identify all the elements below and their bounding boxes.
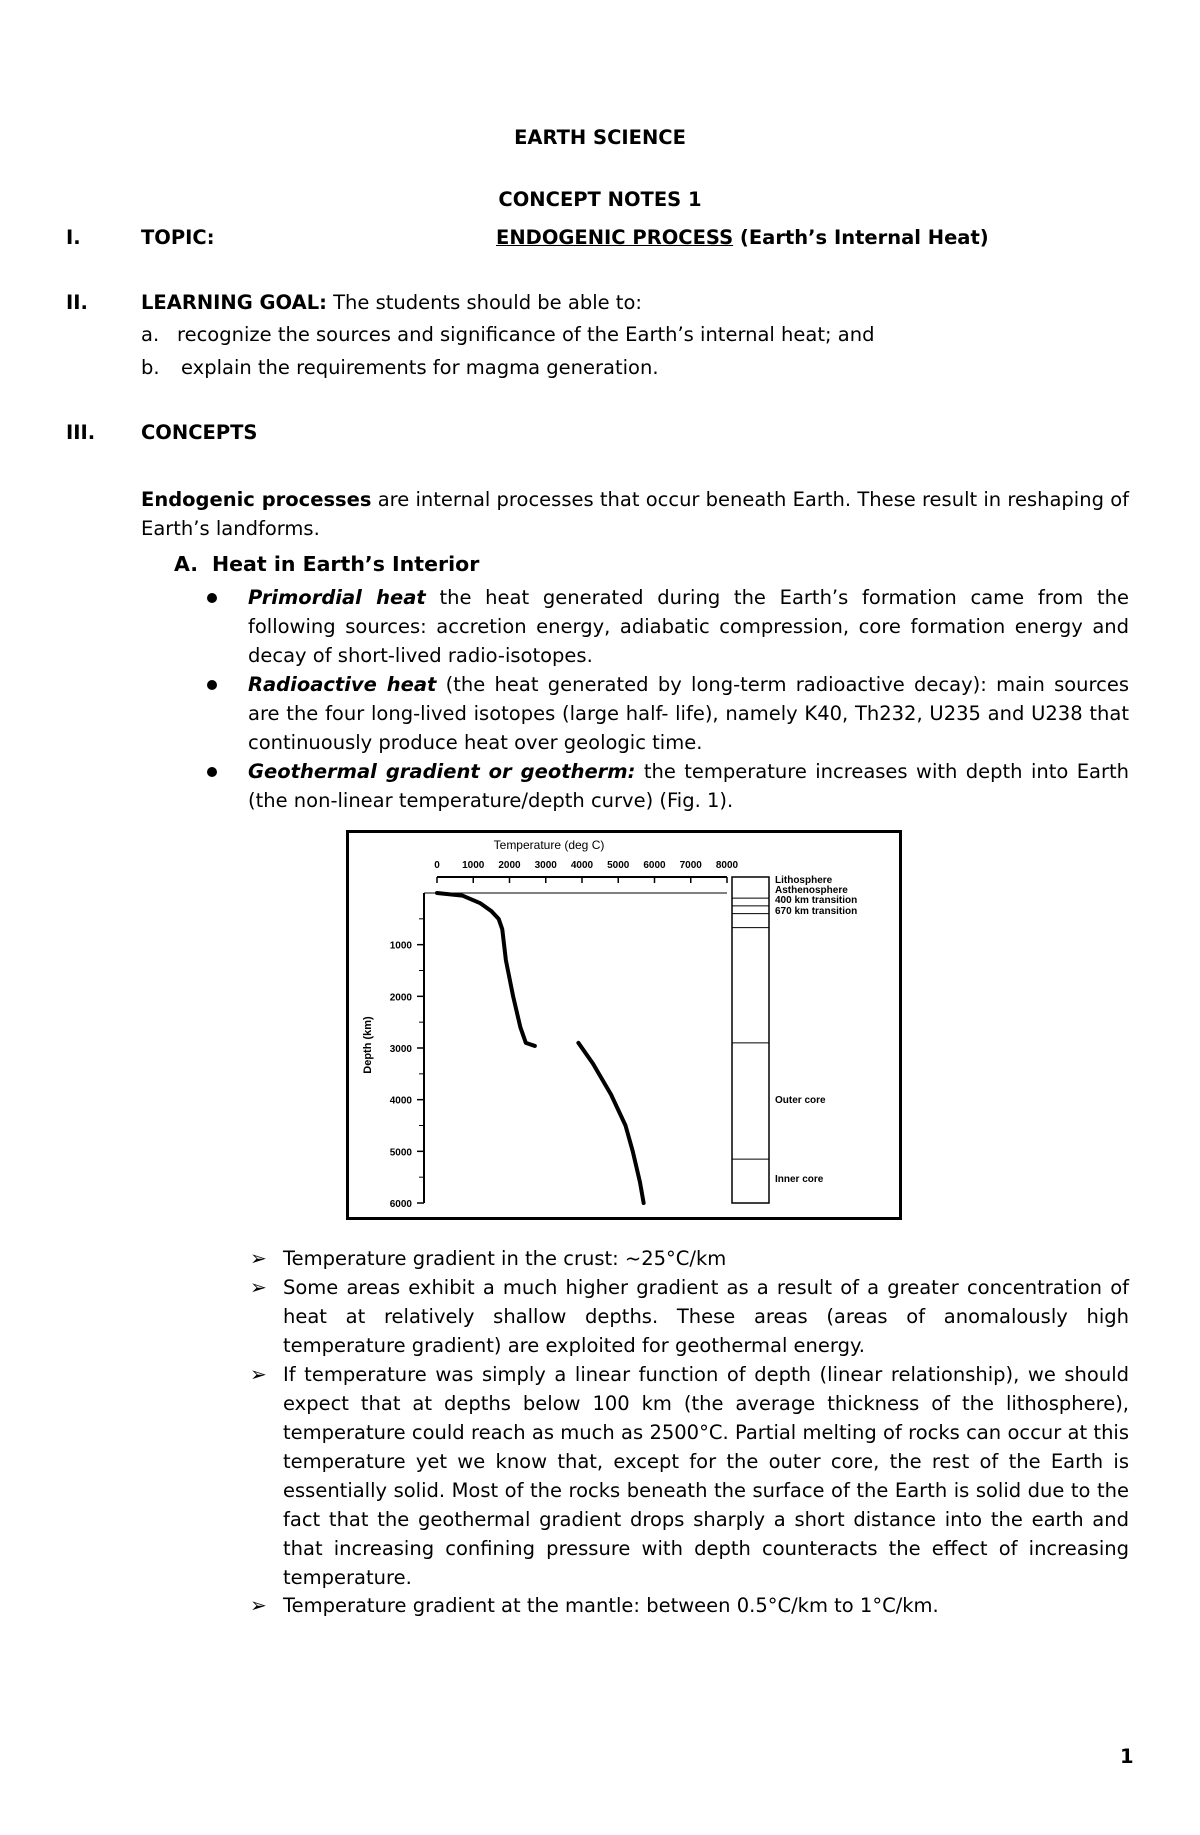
layer-column — [732, 877, 769, 1203]
section-num-concepts: III. — [66, 421, 96, 444]
geotherm-curve — [578, 1043, 643, 1203]
geotherm-figure — [346, 830, 902, 1220]
arrow-point: Temperature gradient at the mantle: between 0.5°C/km to 1°C/km. — [283, 1594, 939, 1617]
goal-item-marker: a. — [141, 323, 160, 346]
bullet-dot — [207, 767, 217, 777]
x-tick-label: 4000 — [570, 860, 594, 871]
x-tick-label: 2000 — [498, 860, 521, 871]
x-tick-label: 5000 — [607, 860, 630, 871]
bullet-dot — [207, 593, 217, 603]
x-axis-label: Temperature (deg C) — [493, 838, 605, 852]
section-num-goal: II. — [66, 291, 88, 314]
intro-paragraph — [141, 485, 1129, 543]
y-tick-label: 1000 — [389, 940, 412, 952]
x-tick-label: 6000 — [643, 860, 666, 871]
arrow-bullet-icon: ➢ — [250, 1275, 267, 1299]
bullet-dot — [207, 680, 217, 690]
page-number: 1 — [1120, 1745, 1134, 1768]
layer-label: Inner core — [775, 1174, 824, 1185]
layer-label: 670 km transition — [775, 906, 858, 917]
notes-title: CONCEPT NOTES 1 — [498, 188, 702, 211]
arrow-bullet-icon: ➢ — [250, 1593, 267, 1617]
bullet-text: (the heat generated by long-term radioactive decay): main sources are the four long-lived isotopes (large half- life), namely K40, Th232, U235 and U238 that continuously produce heat over geologic time. — [248, 673, 1130, 754]
y-tick-label: 5000 — [389, 1147, 412, 1159]
layer-label: Lithosphere — [775, 875, 833, 886]
arrow-bullet-icon: ➢ — [250, 1246, 267, 1270]
x-tick-label: 7000 — [679, 860, 702, 871]
y-tick-label: 6000 — [389, 1199, 412, 1210]
geotherm-chart — [349, 833, 899, 1217]
layer-label: Asthenosphere — [775, 885, 848, 896]
bullet-term: Radioactive heat — [248, 673, 437, 696]
y-tick-label: 3000 — [389, 1044, 412, 1055]
intro-text: are internal processes that occur beneath Earth. These result in reshaping of Earth’s landforms. — [141, 488, 1129, 540]
layer-label: Outer core — [775, 1095, 826, 1106]
document-subject: EARTH SCIENCE — [514, 126, 686, 149]
subheading-marker: A. — [174, 552, 199, 576]
arrow-point: Temperature gradient in the crust: ~25°C/km — [283, 1247, 727, 1270]
bullet-text: the temperature increases with depth into Earth (the non-linear temperature/depth curve) (Fig. 1). — [248, 760, 1130, 812]
x-axis — [434, 860, 738, 883]
geotherm-curves — [437, 893, 644, 1203]
y-axis-label: Depth (km) — [362, 1016, 374, 1074]
goal-item: recognize the sources and significance of the Earth’s internal heat; and — [177, 323, 875, 346]
x-tick-label: 8000 — [715, 860, 739, 871]
layer-label: 400 km transition — [775, 895, 858, 906]
goal-item: explain the requirements for magma generation. — [181, 356, 659, 379]
y-tick-label: 4000 — [389, 1095, 412, 1107]
x-tick-label: 1000 — [462, 860, 485, 871]
bullet-item — [248, 670, 1129, 757]
geotherm-curve — [437, 893, 535, 1046]
section-num-topic: I. — [66, 226, 81, 249]
earth-layer-column — [732, 875, 857, 1203]
topic-title-underlined: ENDOGENIC PROCESS — [496, 226, 734, 249]
bullet-term: Geothermal gradient or geotherm: — [248, 760, 636, 783]
bullet-text: the heat generated during the Earth’s formation came from the following sources: accretion energy, adiabatic compression, core formation energy and decay of short-lived radio-isotopes. — [248, 586, 1130, 667]
x-tick-label: 0 — [434, 860, 440, 871]
learning-goal — [141, 291, 642, 314]
topic-title — [496, 226, 989, 249]
concepts-label: CONCEPTS — [141, 421, 258, 444]
topic-title-rest: (Earth’s Internal Heat) — [733, 226, 989, 249]
x-tick-label: 3000 — [534, 860, 557, 871]
bullet-term: Primordial heat — [248, 586, 426, 609]
learning-goal-intro: The students should be able to: — [326, 291, 642, 314]
bullet-item — [248, 583, 1129, 670]
y-tick-label: 2000 — [389, 992, 412, 1004]
arrow-bullet-icon: ➢ — [250, 1362, 267, 1386]
arrow-point: If temperature was simply a linear function of depth (linear relationship), we should expect that at depths below 100 km (the average thickness of the lithosphere), temperature could reach as much as 2500°C. Partial melting of rocks can occur at this temperature yet we know that, except for the outer core, the rest of the Earth is essentially solid. Most of the rocks beneath the surface of the Earth is solid due to the fact that the geothermal gradient drops sharply a short distance into the earth and that increasing confining pressure with depth counteracts the effect of increasing temperature. — [283, 1363, 1129, 1589]
arrow-point: Some areas exhibit a much higher gradient as a result of a greater concentration of heat at relatively shallow depths. These areas (areas of anomalously high temperature gradient) are exploited for geothermal energy. — [283, 1276, 1129, 1357]
subheading-title: Heat in Earth’s Interior — [212, 552, 480, 576]
bullet-item — [248, 757, 1129, 815]
goal-item-marker: b. — [141, 356, 160, 379]
learning-goal-label: LEARNING GOAL: — [141, 291, 327, 314]
y-axis — [390, 893, 727, 1210]
topic-label: TOPIC: — [141, 226, 215, 249]
intro-term: Endogenic processes — [141, 488, 372, 511]
